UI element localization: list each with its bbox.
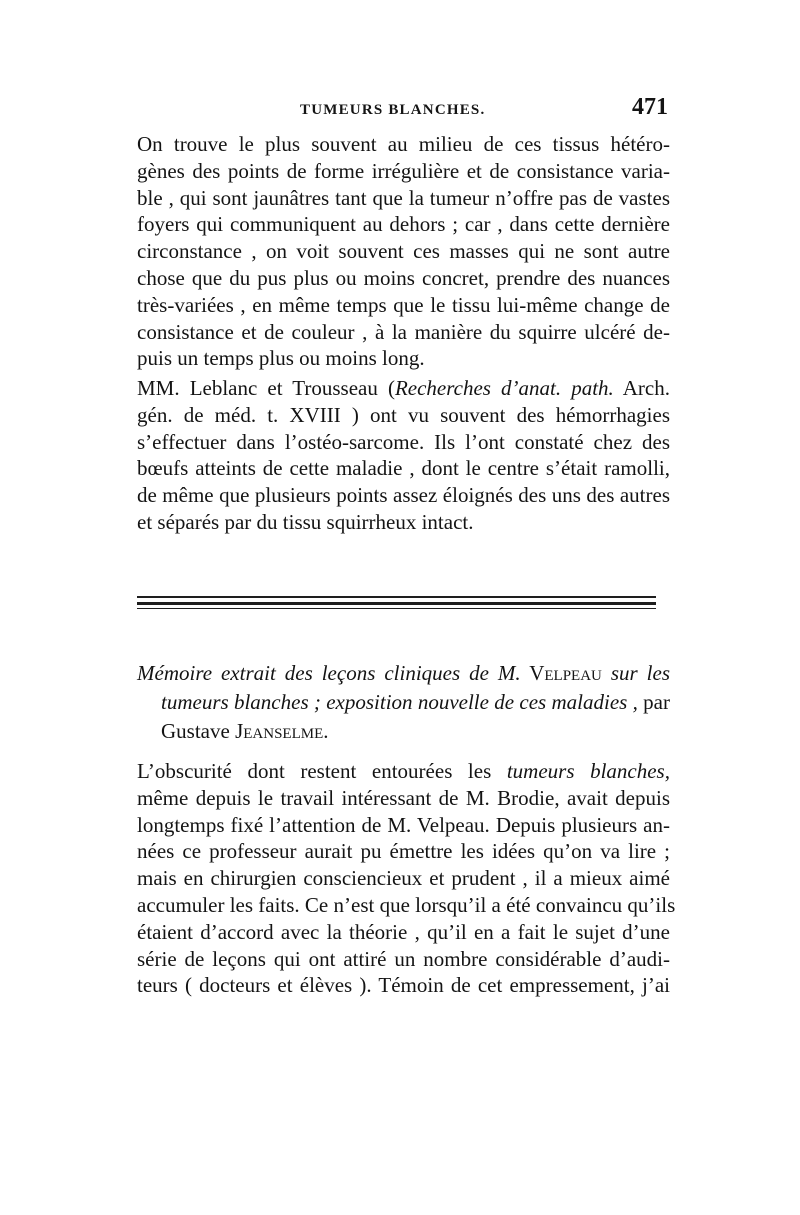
text-run: L’obscurité dont restent entourées les: [137, 759, 507, 783]
text-line: consistance et de couleur , à la manière du squirre ulcéré de-: [137, 319, 670, 344]
text-line: [137, 758, 670, 785]
text-line: accumuler les faits. Ce n’est que lorsqu’il a été convaincu qu’ils: [137, 892, 676, 917]
running-title: TUMEURS BLANCHES.: [300, 102, 486, 118]
page-number: 471: [632, 94, 668, 120]
title-text: Gustave: [161, 719, 236, 743]
title-line: [137, 688, 670, 717]
text-line: et séparés par du tissu squirrheux intact.: [137, 509, 474, 534]
emphasis: tumeurs blanches,: [506, 759, 670, 783]
text-line: On trouve le plus souvent au milieu de ces tissus hétéro-: [137, 132, 670, 156]
text-run: Arch.: [613, 376, 670, 400]
title-line: [137, 659, 670, 688]
title-text: sur les: [610, 661, 670, 685]
page-header: [135, 96, 670, 126]
text-line: circonstance , on voit souvent ces masses qui ne sont autre: [137, 239, 670, 264]
paragraph-3: [137, 758, 676, 999]
text-line: ble , qui sont jaunâtres tant que la tumeur n’offre pas de vastes: [137, 185, 670, 210]
text-line: nées ce professeur aurait pu émettre les idées qu’on va lire ;: [137, 839, 670, 864]
text-line: puis un temps plus ou moins long.: [137, 346, 425, 371]
paragraph-2: [137, 375, 670, 536]
section-divider: [137, 608, 656, 609]
text-line: s’effectuer dans l’ostéo-sarcome. Ils l’ont constaté chez des: [137, 429, 670, 454]
section-divider: [137, 602, 656, 605]
text-line: teurs ( docteurs et élèves ). Témoin de cet empressement, j’ai: [137, 973, 670, 998]
title-line: [137, 717, 670, 746]
section-divider: [137, 596, 656, 598]
text-line: longtemps fixé l’attention de M. Velpeau. Depuis plusieurs an-: [137, 812, 670, 837]
text-run: MM. Leblanc et Trousseau (: [137, 376, 395, 400]
paragraph-1: [137, 131, 670, 372]
author-name: Velpeau: [520, 661, 611, 685]
title-text: tumeurs blanches ; exposition nouvelle de ces maladies ,: [161, 690, 638, 714]
author-name: Jeanselme.: [235, 719, 329, 743]
citation-title: Recherches d’anat. path.: [394, 376, 614, 400]
title-text: par: [637, 690, 670, 714]
article-title: [137, 659, 670, 746]
text-line: chose que du pus plus ou moins concret, prendre des nuances: [137, 265, 670, 290]
title-text: Mémoire extrait des leçons cliniques de M.: [137, 661, 521, 685]
text-line: [137, 375, 670, 402]
text-line: série de leçons qui ont attiré un nombre considérable d’audi-: [137, 946, 670, 971]
text-line: étaient d’accord avec la théorie , qu’il en a fait le sujet d’une: [137, 919, 670, 944]
text-line: gén. de méd. t. XVIII ) ont vu souvent des hémorrhagies: [137, 402, 670, 427]
text-line: même depuis le travail intéressant de M. Brodie, avait depuis: [137, 785, 670, 810]
text-line: bœufs atteints de cette maladie , dont le centre s’était ramolli,: [137, 456, 670, 481]
text-line: très-variées , en même temps que le tissu lui-même change de: [137, 292, 670, 317]
text-line: gènes des points de forme irrégulière et de consistance varia-: [137, 158, 670, 183]
text-line: de même que plusieurs points assez éloignés des uns des autres: [137, 483, 670, 508]
text-line: foyers qui communiquent au dehors ; car , dans cette dernière: [137, 212, 670, 237]
text-line: mais en chirurgien consciencieux et prudent , il a mieux aimé: [137, 866, 670, 891]
